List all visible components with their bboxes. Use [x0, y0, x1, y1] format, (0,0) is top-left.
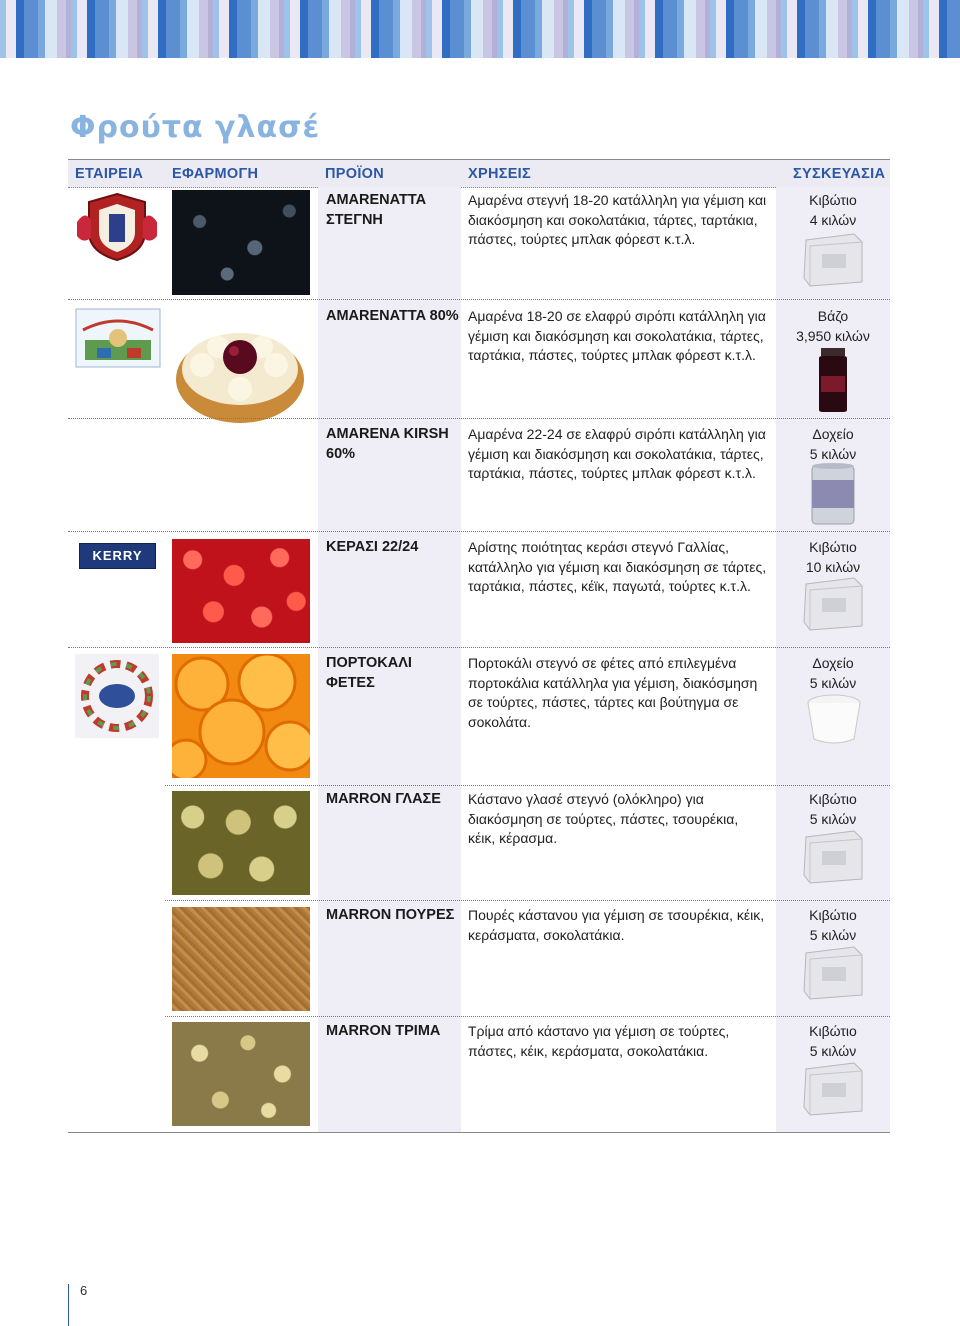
stripe	[300, 0, 308, 58]
stripe	[897, 0, 909, 58]
product-description: Αμαρένα 22-24 σε ελαφρύ σιρόπι κατάλληλη για γέμιση και διακόσμηση και σοκολατάκια, τάρτες, ταρτάκια, πάστες, τούρτες μπλακ φόρεστ κ.τ.λ.	[468, 426, 766, 481]
stripe	[734, 0, 748, 58]
stripe	[554, 0, 563, 58]
product-name: ΠΟΡΤΟΚΑΛΙ ΦΕΤΕΣ	[326, 655, 412, 691]
stripe	[483, 0, 492, 58]
header-packaging: ΣΥΣΚΕΥΑΣΙΑ	[793, 166, 886, 182]
pack-size: 3,950 κιλών	[796, 327, 870, 344]
packaging-info	[776, 654, 890, 693]
row-separator	[68, 299, 890, 300]
stripe	[767, 0, 776, 58]
stripe	[199, 0, 208, 58]
product-photo-chestnut-crumbs	[172, 1022, 310, 1126]
stripe	[535, 0, 542, 58]
stripe	[371, 0, 379, 58]
stripe	[16, 0, 24, 58]
stripe	[868, 0, 876, 58]
stripe	[237, 0, 251, 58]
pack-type: Κιβώτιο	[809, 791, 857, 807]
stripe	[38, 0, 45, 58]
stripe	[890, 0, 897, 58]
row-separator	[68, 647, 890, 648]
product-name: AMARENATTA 80%	[326, 308, 459, 324]
stripe	[613, 0, 625, 58]
stripe	[663, 0, 677, 58]
table-bottom-border	[68, 1132, 890, 1133]
pack-type: Κιβώτιο	[809, 192, 857, 208]
stripe	[187, 0, 199, 58]
box-icon	[802, 1061, 864, 1122]
product-description: Πορτοκάλι στεγνό σε φέτες από επιλεγμένα πορτοκάλια κατάλληλα για γέμιση, διακόσμηση σε τούρτες, πάστες, τάρτες και βούτηγμα σε σοκολάτα.	[468, 655, 758, 730]
stripe	[116, 0, 128, 58]
stripe	[584, 0, 592, 58]
product-description: Αμαρένα 18-20 σε ελαφρύ σιρόπι κατάλληλη για γέμιση και διακόσμηση και σοκολατάκια, τάρτες, ταρτάκια, πάστες, τούρτες μπλακ φόρεστ κ.τ.λ.	[468, 308, 766, 363]
product-description: Αρίστης ποιότητας κεράσι στεγνό Γαλλίας, κατάλληλο για γέμιση και διακόσμηση σε τάρτες, ταρτάκια, πάστες, κέϊκ, παγωτά, τούρτες κ.τ.λ.	[468, 539, 767, 594]
product-photo-marron-glace	[172, 791, 310, 895]
stripe	[655, 0, 663, 58]
packaging-info	[776, 790, 890, 829]
table-header	[68, 159, 890, 188]
pack-size: 5 κιλών	[809, 674, 857, 691]
company-logo-nuova-tradizione	[75, 308, 161, 373]
company-logo-fruit-wreath	[75, 654, 159, 743]
pack-type: Κιβώτιο	[809, 907, 857, 923]
header-uses: ΧΡΗΣΕΙΣ	[468, 166, 532, 182]
stripe	[574, 0, 584, 58]
header-application: ΕΦΑΡΜΟΓΗ	[172, 166, 259, 182]
stripe	[606, 0, 613, 58]
stripe	[696, 0, 705, 58]
product-name: MARRON ΤΡΙΜΑ	[326, 1023, 441, 1039]
stripe	[322, 0, 329, 58]
stripe	[219, 0, 229, 58]
product-photo-dry-amarena	[172, 190, 310, 295]
row-separator	[165, 1016, 890, 1017]
stripe	[645, 0, 655, 58]
stripe	[180, 0, 187, 58]
tub-container-icon	[806, 693, 862, 750]
pack-type: Κιβώτιο	[809, 1023, 857, 1039]
product-name: MARRON ΠΟΥΡΕΣ	[326, 907, 455, 923]
packaging-info	[776, 307, 890, 346]
stripe	[270, 0, 279, 58]
stripe	[148, 0, 158, 58]
stripe	[290, 0, 300, 58]
stripe	[166, 0, 180, 58]
box-icon	[802, 829, 864, 890]
pack-type: Δοχείο	[812, 426, 854, 442]
pack-type: Δοχείο	[812, 655, 854, 671]
stripe	[805, 0, 819, 58]
pack-size: 5 κιλών	[809, 445, 857, 462]
product-description: Τρίμα από κάστανο για γέμιση σε τούρτες, πάστες, κέικ, κεράσματα, σοκολατάκια.	[468, 1023, 730, 1059]
stripe	[521, 0, 535, 58]
stripe	[838, 0, 847, 58]
stripe	[400, 0, 412, 58]
product-photo-cherries	[172, 539, 310, 643]
packaging-info	[776, 191, 890, 230]
box-icon	[802, 576, 864, 637]
stripe	[909, 0, 918, 58]
stripe	[542, 0, 554, 58]
stripe	[858, 0, 868, 58]
packaging-info	[776, 1022, 890, 1061]
page-number: 6	[80, 1283, 88, 1298]
pack-size: 10 κιλών	[805, 558, 861, 575]
product-name: AMARENATTA ΣΤΕΓΝΗ	[326, 192, 426, 228]
stripe	[677, 0, 684, 58]
pack-size: 5 κιλών	[809, 926, 857, 943]
decorative-stripes	[0, 0, 960, 58]
page-title: Φρούτα γλασέ	[70, 110, 321, 145]
stripe	[787, 0, 797, 58]
stripe	[229, 0, 237, 58]
stripe	[876, 0, 890, 58]
box-icon	[802, 232, 864, 293]
product-description: Πουρές κάστανου για γέμιση σε τσουρέκια, κέικ, κεράσματα, σοκολατάκια.	[468, 907, 765, 943]
stripe	[393, 0, 400, 58]
company-logo-crest	[75, 192, 159, 267]
stripe	[797, 0, 805, 58]
header-company: ΕΤΑΙΡΕΙΑ	[75, 166, 144, 182]
jar-icon	[815, 346, 851, 419]
stripe	[258, 0, 270, 58]
product-description: Αμαρένα στεγνή 18-20 κατάλληλη για γέμιση και διακόσμηση και σοκολατάκια, τάρτες, ταρτάκια, πάστες, τούρτες μπλακ φόρεστ κ.τ.λ.	[468, 192, 767, 247]
header-product: ΠΡΟΪΟΝ	[325, 166, 384, 182]
stripe	[513, 0, 521, 58]
stripe	[748, 0, 755, 58]
stripe	[726, 0, 734, 58]
stripe	[77, 0, 87, 58]
product-photo-orange-slices	[172, 654, 310, 778]
product-photo-tartlet-cherry	[172, 307, 310, 427]
stripe	[684, 0, 696, 58]
box-icon	[802, 945, 864, 1006]
pack-size: 5 κιλών	[809, 810, 857, 827]
packaging-info	[776, 538, 890, 577]
stripe	[947, 0, 960, 58]
stripe	[109, 0, 116, 58]
stripe	[341, 0, 350, 58]
stripe	[592, 0, 606, 58]
stripe	[45, 0, 57, 58]
packaging-info	[776, 425, 890, 464]
stripe	[625, 0, 634, 58]
stripe	[464, 0, 471, 58]
row-separator	[68, 531, 890, 532]
page-number-bar	[68, 1284, 69, 1326]
product-name: AMARENA KIRSH 60%	[326, 426, 449, 462]
packaging-info	[776, 906, 890, 945]
row-separator	[165, 785, 890, 786]
stripe	[432, 0, 442, 58]
stripe	[158, 0, 166, 58]
stripe	[379, 0, 393, 58]
stripe	[939, 0, 947, 58]
pack-type: Βάζο	[817, 308, 849, 324]
stripe	[826, 0, 838, 58]
stripe	[471, 0, 483, 58]
stripe	[57, 0, 66, 58]
stripe	[128, 0, 137, 58]
pack-size: 5 κιλών	[809, 1042, 857, 1059]
company-logo-kerry: KERRY	[79, 543, 156, 569]
product-name: ΚΕΡΑΣΙ 22/24	[326, 539, 419, 555]
product-photo-chestnut-puree	[172, 907, 310, 1011]
stripe	[329, 0, 341, 58]
stripe	[361, 0, 371, 58]
stripe	[6, 0, 16, 58]
stripe	[308, 0, 322, 58]
stripe	[24, 0, 38, 58]
product-description: Κάστανο γλασέ στεγνό (ολόκληρο) για διακόσμηση σε τούρτες, πάστες, τσουρέκια, κέικ, κέρασμα.	[468, 791, 739, 846]
stripe	[755, 0, 767, 58]
tin-container-icon	[810, 462, 856, 531]
row-separator	[165, 900, 890, 901]
pack-size: 4 κιλών	[809, 211, 857, 228]
stripe	[95, 0, 109, 58]
stripe	[412, 0, 421, 58]
stripe	[503, 0, 513, 58]
pack-type: Κιβώτιο	[809, 539, 857, 555]
stripe	[87, 0, 95, 58]
stripe	[716, 0, 726, 58]
stripe	[442, 0, 450, 58]
stripe	[450, 0, 464, 58]
stripe	[819, 0, 826, 58]
stripe	[251, 0, 258, 58]
stripe	[929, 0, 939, 58]
product-name: MARRON ΓΛΑΣΕ	[326, 791, 441, 807]
row-separator	[68, 418, 890, 419]
